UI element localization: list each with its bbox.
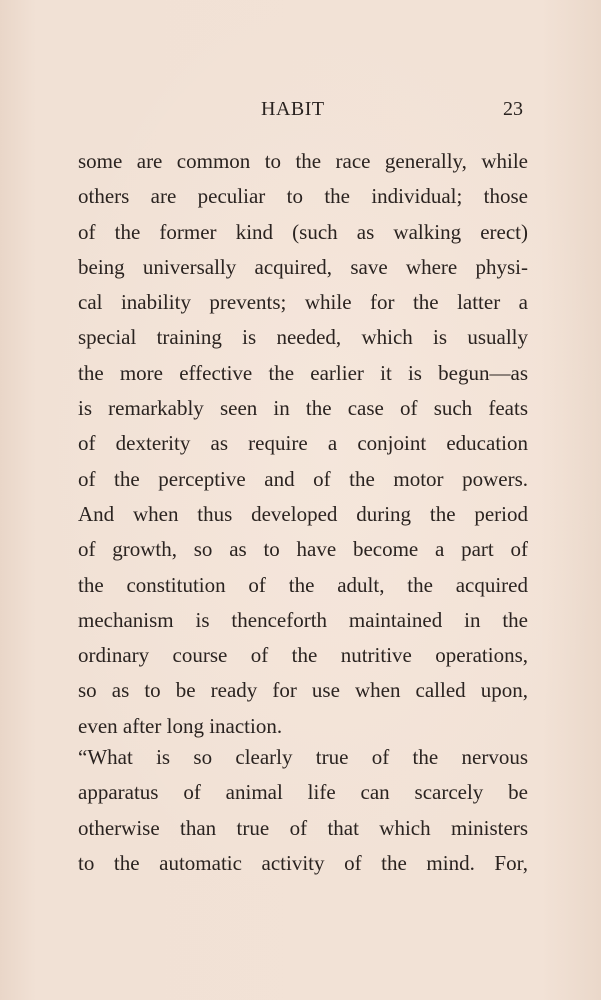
text-line: “What is so clearly true of the nervous: [78, 745, 528, 769]
chapter-title: HABIT: [261, 98, 325, 120]
text-line: special training is needed, which is usually: [78, 325, 528, 350]
text-line: others are peculiar to the individual; those: [78, 184, 528, 209]
text-line: the more effective the earlier it is begun—as: [78, 360, 528, 385]
text-line: of growth, so as to have become a part of: [78, 537, 528, 562]
text-line: otherwise than true of that which ministers: [78, 815, 528, 840]
text-line: of the former kind (such as walking erect): [78, 219, 528, 244]
text-line: is remarkably seen in the case of such feats: [78, 396, 528, 421]
text-line: mechanism is thenceforth maintained in the: [78, 607, 528, 632]
text-line: And when thus developed during the period: [78, 501, 528, 526]
text-line: apparatus of animal life can scarcely be: [78, 780, 528, 805]
text-line: the constitution of the adult, the acquired: [78, 572, 528, 597]
paragraph-2: [78, 740, 528, 881]
text-line: of dexterity as require a conjoint education: [78, 431, 528, 456]
text-line: some are common to the race generally, while: [78, 149, 528, 173]
page-number: 23: [503, 98, 523, 120]
text-line: so as to be ready for use when called upon,: [78, 678, 528, 703]
text-line: to the automatic activity of the mind. For,: [78, 850, 528, 875]
text-line: even after long inaction.: [78, 713, 283, 738]
paragraph-1: [78, 144, 528, 744]
text-line: cal inability prevents; while for the latter a: [78, 290, 528, 315]
text-line: of the perceptive and of the motor powers.: [78, 466, 528, 491]
running-head: [0, 94, 601, 124]
text-line: being universally acquired, save where physi-: [78, 254, 528, 279]
text-line: ordinary course of the nutritive operations,: [78, 643, 528, 668]
